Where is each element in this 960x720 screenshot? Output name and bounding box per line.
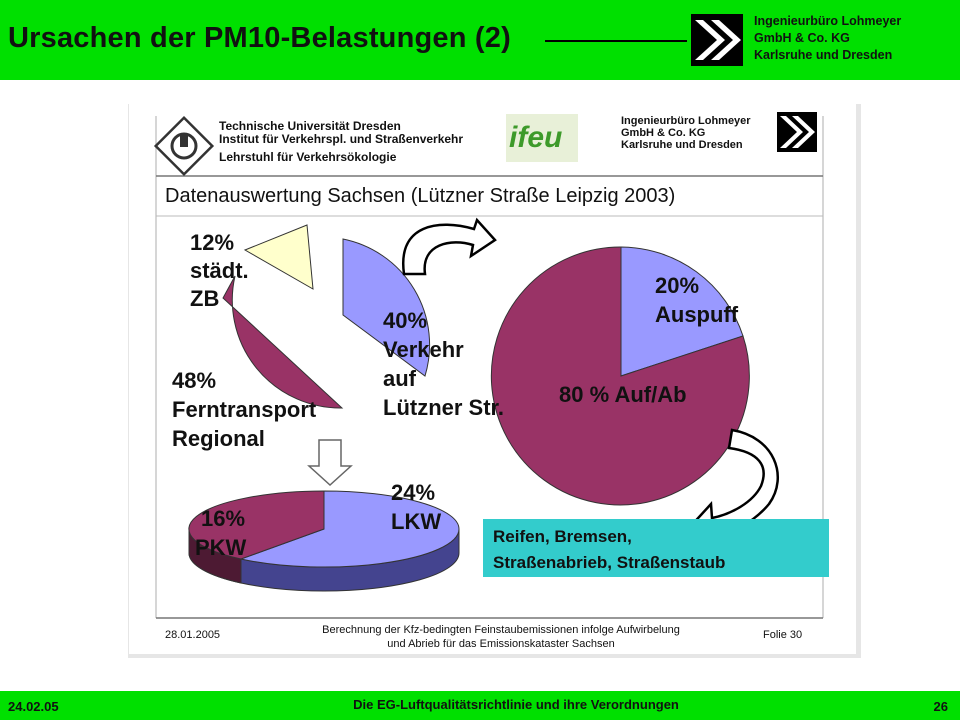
header-company-line: GmbH & Co. KG [754, 31, 850, 45]
pie-slice-ferntransport [223, 276, 342, 408]
title-underline [545, 40, 687, 42]
embedded-footer-line: und Abrieb für das Emissionskataster Sachsen [387, 638, 615, 650]
curved-arrow-top-icon [403, 220, 495, 274]
label-verkehr: auf [383, 366, 416, 391]
embedded-slide-graphic [129, 104, 856, 654]
cyan-box-line: Reifen, Bremsen, [493, 527, 632, 546]
slide-title: Ursachen der PM10-Belastungen (2) [8, 22, 511, 54]
header-company-line: Karlsruhe und Dresden [754, 48, 893, 62]
label-ferntransport: Regional [172, 426, 265, 451]
double-arrow-logo-icon [691, 14, 743, 66]
inner-company-line: Karlsruhe und Dresden [621, 139, 743, 151]
cyan-box-line: Straßenabrieb, Straßenstaub [493, 553, 726, 572]
footer-bar [0, 691, 960, 720]
label-ferntransport: Ferntransport [172, 397, 317, 422]
label-zb: ZB [190, 286, 220, 311]
label-auspuff: 20% [655, 273, 700, 298]
label-ferntransport: 48% [172, 368, 217, 393]
tu-line: Technische Universität Dresden [219, 119, 401, 133]
label-verkehr: 40% [383, 308, 428, 333]
embedded-slide [129, 104, 856, 654]
footer-page-number: 26 [933, 699, 948, 714]
label-lkw: 24% [391, 480, 436, 505]
label-pkw: PKW [195, 535, 247, 560]
inner-company-line: Ingenieurbüro Lohmeyer [621, 115, 751, 127]
inner-double-arrow-icon [777, 112, 817, 152]
pie-slice-zb [245, 225, 313, 289]
down-arrow-icon [309, 440, 351, 485]
label-verkehr: Verkehr [383, 337, 464, 362]
embedded-footer-slide: Folie 30 [763, 629, 803, 641]
footer-title: Die EG-Luftqualitätsrichtlinie und ihre Verordnungen [353, 697, 679, 712]
label-aufab: 80 % Auf/Ab [559, 382, 687, 407]
label-zb: 12% [190, 230, 235, 255]
tu-dresden-logo-icon [156, 118, 213, 175]
embedded-heading: Datenauswertung Sachsen (Lützner Straße Leipzig 2003) [165, 185, 676, 207]
label-pkw: 16% [201, 506, 246, 531]
label-zb: städt. [190, 258, 249, 283]
header-company [754, 13, 901, 64]
footer-date: 24.02.05 [8, 699, 59, 714]
embedded-footer-line: Berechnung der Kfz-bedingten Feinstaubemissionen infolge Aufwirbelung [322, 624, 680, 636]
header-bar [0, 0, 960, 80]
ifeu-logo [506, 114, 578, 162]
header-company-line: Ingenieurbüro Lohmeyer [754, 14, 902, 28]
right-pie-chart [491, 247, 749, 505]
inner-company-line: GmbH & Co. KG [621, 127, 706, 139]
embedded-footer-date: 28.01.2005 [165, 629, 221, 641]
tu-line: Lehrstuhl für Verkehrsökologie [219, 150, 397, 164]
label-auspuff: Auspuff [655, 302, 739, 327]
tu-line: Institut für Verkehrspl. und Straßenverkehr [219, 132, 464, 146]
ifeu-logo-label: ifeu [509, 121, 563, 154]
label-verkehr: Lützner Str. [383, 395, 505, 420]
label-lkw: LKW [391, 509, 442, 534]
